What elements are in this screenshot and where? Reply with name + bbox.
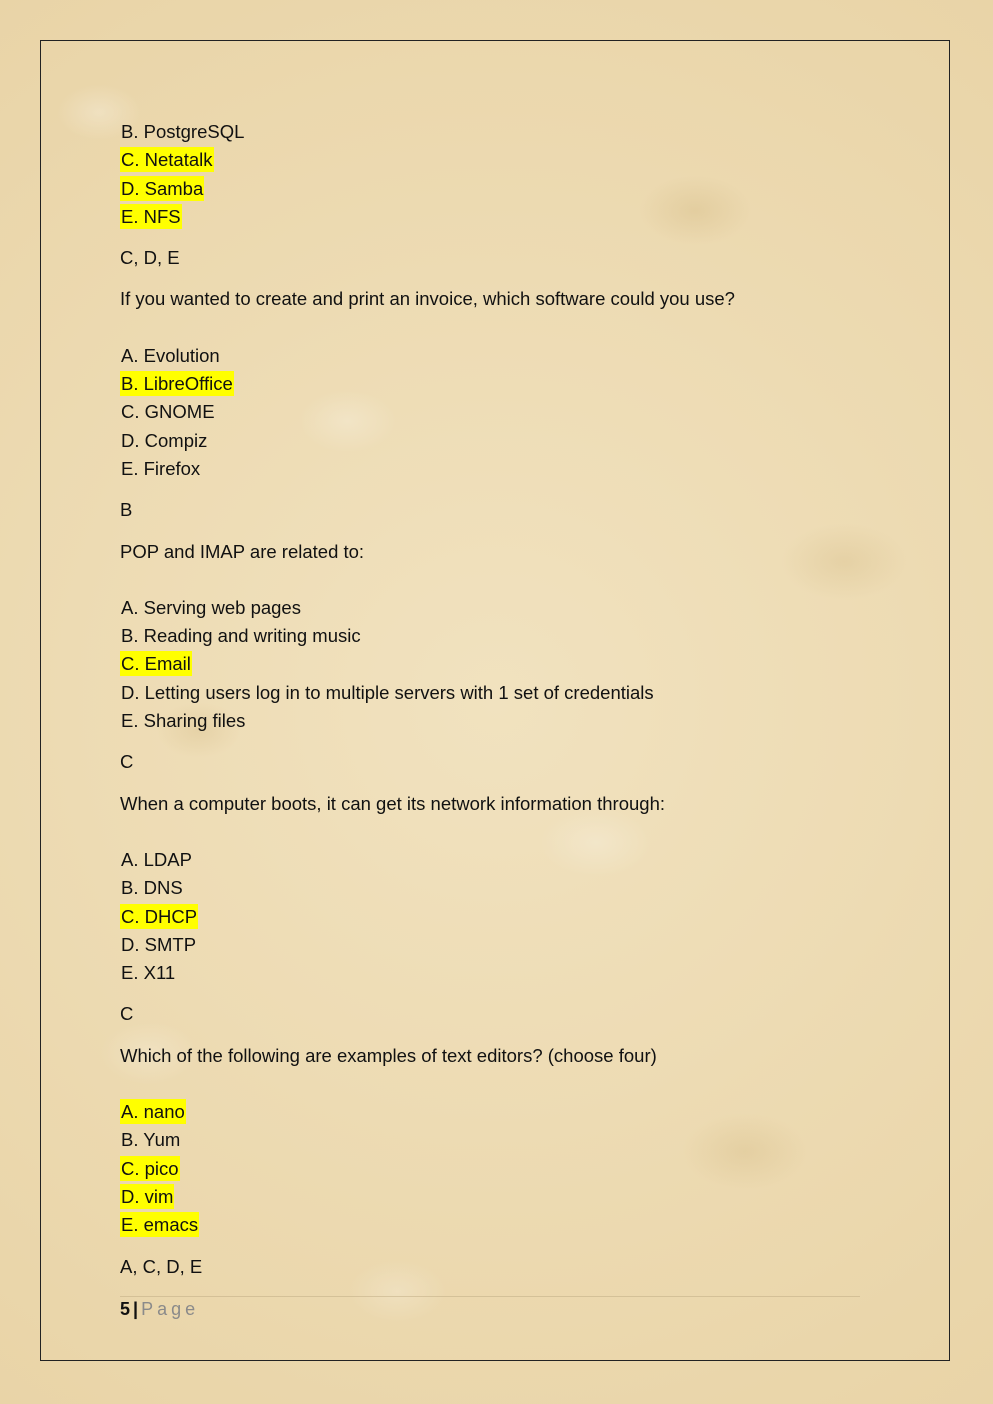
answer-key: C xyxy=(120,1003,134,1025)
question-text: When a computer boots, it can get its network information through: xyxy=(120,792,666,814)
option-item: A. Evolution xyxy=(121,344,220,366)
document-body xyxy=(120,118,880,1281)
option-item: A. LDAP xyxy=(121,848,192,870)
option-item: B. Reading and writing music xyxy=(121,625,361,647)
option-item: E. emacs xyxy=(121,1214,199,1236)
question-text: POP and IMAP are related to: xyxy=(120,540,365,562)
question-block-1 xyxy=(120,118,880,272)
option-item: A. nano xyxy=(121,1101,185,1123)
answer-key: C, D, E xyxy=(120,247,180,269)
option-item: C. Netatalk xyxy=(121,149,213,171)
option-item: D. Compiz xyxy=(121,429,208,451)
page-footer xyxy=(120,1296,860,1321)
option-item: D. Samba xyxy=(121,177,204,199)
answer-key: A, C, D, E xyxy=(120,1255,203,1277)
option-item: B. Yum xyxy=(121,1129,181,1151)
page-label: Page xyxy=(141,1299,200,1319)
option-item: E. X11 xyxy=(121,962,176,984)
option-item: C. pico xyxy=(121,1157,179,1179)
option-item: D. SMTP xyxy=(121,933,197,955)
question-text: If you wanted to create and print an invoice, which software could you use? xyxy=(120,288,735,310)
option-item: C. DHCP xyxy=(121,905,198,927)
question-block-5 xyxy=(120,1042,880,1281)
option-item: D. Letting users log in to multiple servers with 1 set of credentials xyxy=(121,681,654,703)
option-item: E. NFS xyxy=(121,205,181,227)
option-item: D. vim xyxy=(121,1185,174,1207)
question-text: Which of the following are examples of text editors? (choose four) xyxy=(120,1044,657,1066)
option-item: E. Firefox xyxy=(121,457,201,479)
option-item: B. DNS xyxy=(121,877,183,899)
option-item: B. LibreOffice xyxy=(121,373,233,395)
option-item: A. Serving web pages xyxy=(121,596,301,618)
question-block-3 xyxy=(120,538,880,777)
question-block-4 xyxy=(120,790,880,1029)
option-item: E. Sharing files xyxy=(121,710,246,732)
page-number: 5 xyxy=(120,1299,131,1319)
question-block-2 xyxy=(120,285,880,524)
answer-key: C xyxy=(120,751,134,773)
option-item: C. GNOME xyxy=(121,401,215,423)
footer-separator: | xyxy=(133,1299,139,1319)
option-item: B. PostgreSQL xyxy=(121,121,245,142)
option-item: C. Email xyxy=(121,653,191,675)
answer-key: B xyxy=(120,499,133,521)
